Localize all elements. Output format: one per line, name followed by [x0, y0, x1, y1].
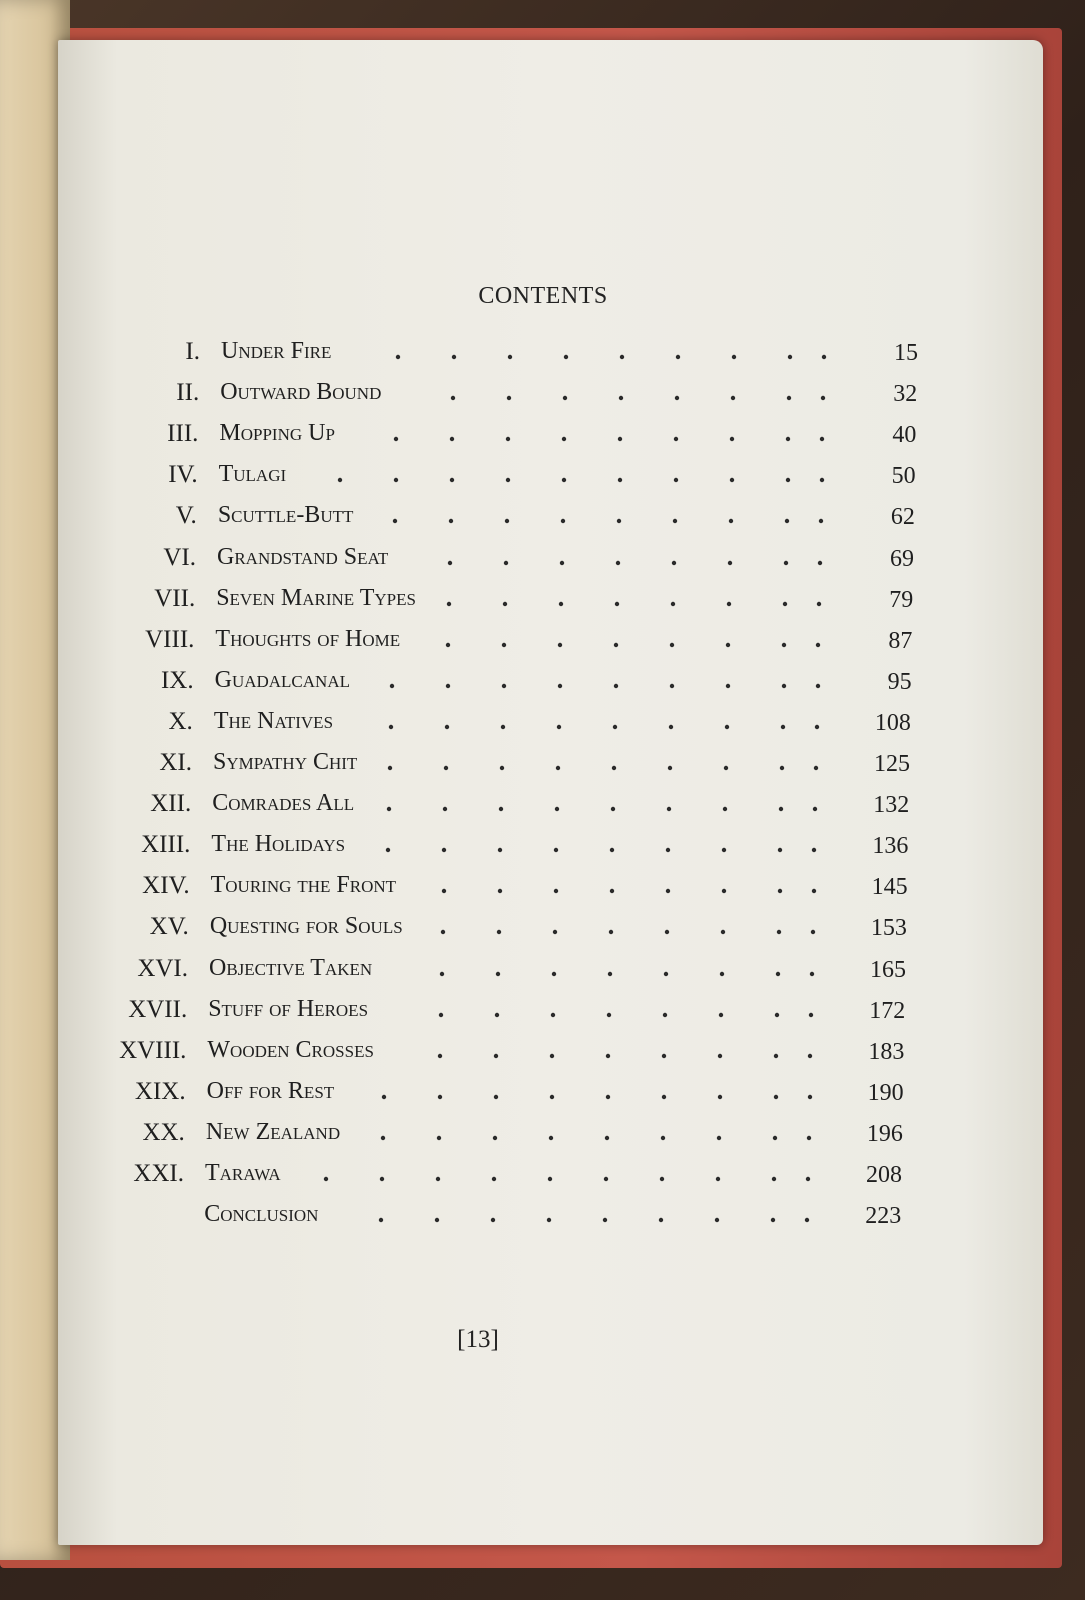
chapter-title: Under Fire — [221, 338, 332, 364]
chapter-page: 125 — [874, 751, 910, 777]
contents-entry — [56, 416, 916, 450]
contents-heading: CONTENTS — [478, 283, 608, 309]
chapter-title: Conclusion — [204, 1201, 319, 1228]
dot-leader — [390, 953, 816, 983]
chapter-title: Stuff of Heroes — [208, 995, 369, 1022]
chapter-number: XVI. — [137, 954, 188, 982]
contents-entry — [53, 581, 913, 615]
dot-leader — [299, 1158, 812, 1188]
dot-leader — [349, 336, 828, 366]
dot-leader — [386, 994, 815, 1024]
chapter-page: 69 — [890, 545, 914, 572]
chapter-number: XIX. — [134, 1077, 186, 1105]
chapter-number: XX. — [142, 1118, 185, 1146]
dot-leader — [406, 542, 824, 572]
contents-entry — [43, 1115, 903, 1149]
contents-entry — [44, 1074, 904, 1108]
chapter-number: XVIII. — [119, 1036, 187, 1064]
chapter-number: VIII. — [145, 625, 195, 653]
dot-leader — [353, 418, 826, 448]
contents-entry — [52, 663, 912, 697]
chapter-title: Objective Taken — [209, 954, 373, 981]
contents-entry — [58, 334, 918, 368]
chapter-title: Mopping Up — [219, 420, 335, 447]
chapter-number: XV. — [149, 913, 189, 941]
dot-leader — [336, 1199, 811, 1229]
chapter-page: 50 — [891, 463, 916, 490]
chapter-page: 190 — [867, 1079, 904, 1106]
chapter-number: XI. — [159, 749, 192, 776]
chapter-number: XIII. — [141, 831, 191, 859]
chapter-number: II. — [176, 379, 200, 407]
dot-leader — [363, 829, 818, 859]
contents-entry — [45, 992, 905, 1026]
dot-leader — [358, 1117, 813, 1147]
dot-leader — [372, 500, 825, 530]
chapter-number: XXI. — [133, 1160, 184, 1187]
chapter-number: XVII. — [128, 995, 188, 1023]
chapter-number: I. — [185, 338, 200, 365]
dot-leader — [392, 1035, 814, 1065]
chapter-number: XIV. — [142, 872, 190, 900]
chapter-page: 136 — [872, 833, 909, 860]
chapter-number: X. — [168, 707, 193, 735]
chapter-title: Touring the Front — [210, 872, 397, 899]
chapter-page: 145 — [871, 874, 908, 901]
chapter-number: IX. — [160, 666, 194, 694]
chapter-page: 208 — [866, 1162, 902, 1188]
chapter-number: V. — [175, 502, 197, 530]
chapter-title: The Natives — [213, 707, 334, 734]
dot-leader — [305, 459, 826, 489]
chapter-title: Sympathy Chit — [213, 749, 358, 775]
chapter-title: Grandstand Seat — [217, 543, 389, 570]
contents-entry — [41, 1197, 901, 1231]
contents-entry — [51, 704, 911, 738]
chapter-number: VII. — [154, 584, 196, 612]
chapter-page: 172 — [869, 997, 906, 1024]
chapter-page: 132 — [873, 792, 910, 819]
chapter-title: Wooden Crosses — [207, 1036, 374, 1063]
chapter-title: Tulagi — [218, 461, 287, 488]
chapter-title: Outward Bound — [220, 379, 382, 406]
dot-leader — [421, 911, 817, 941]
contents-entry — [48, 868, 908, 902]
chapter-number: XII. — [150, 790, 192, 818]
contents-entry — [55, 498, 915, 532]
chapter-page: 40 — [892, 422, 917, 449]
contents-entry — [47, 909, 907, 943]
dot-leader — [418, 624, 822, 654]
contents-entry — [48, 827, 908, 861]
contents-entry — [42, 1156, 902, 1190]
dot-leader — [375, 747, 820, 777]
chapter-title: Seven Marine Types — [216, 584, 416, 611]
chapter-title: Thoughts of Home — [215, 625, 401, 652]
chapter-page: 223 — [865, 1203, 902, 1230]
contents-entry — [52, 622, 912, 656]
chapter-page: 32 — [893, 381, 918, 408]
chapter-page: 153 — [870, 915, 907, 942]
chapter-number: VI. — [163, 543, 196, 571]
chapter-page: 108 — [874, 709, 911, 736]
chapter-title: The Holidays — [211, 831, 346, 858]
contents-entry — [54, 540, 914, 574]
chapter-title: Scuttle-Butt — [217, 502, 354, 529]
chapter-page: 62 — [890, 504, 915, 531]
chapter-title: Off for Rest — [206, 1077, 335, 1104]
contents-entry — [57, 375, 917, 409]
contents-entry — [56, 457, 916, 491]
chapter-page: 183 — [868, 1038, 905, 1065]
chapter-page: 95 — [887, 668, 912, 695]
contents-entry — [50, 745, 910, 779]
chapter-number: III. — [167, 420, 199, 448]
contents-entry — [49, 786, 909, 820]
dot-leader — [414, 870, 818, 900]
contents-entry — [44, 1033, 904, 1067]
chapter-page: 15 — [894, 340, 918, 366]
dot-leader — [353, 1076, 814, 1106]
chapter-title: Questing for Souls — [209, 913, 403, 940]
dot-leader — [372, 788, 819, 818]
chapter-page: 165 — [870, 956, 906, 983]
chapter-title: Comrades All — [212, 790, 355, 817]
page-number: [13] — [457, 1326, 499, 1353]
chapter-title: Guadalcanal — [214, 666, 350, 693]
chapter-page: 87 — [888, 627, 913, 654]
dot-leader — [351, 706, 821, 736]
chapter-title: Tarawa — [205, 1160, 281, 1186]
chapter-page: 196 — [866, 1120, 903, 1147]
contents-entry — [46, 951, 906, 985]
chapter-number: IV. — [168, 461, 198, 489]
chapter-title: New Zealand — [205, 1118, 341, 1145]
dot-leader — [434, 583, 823, 613]
chapter-page: 79 — [889, 586, 914, 613]
dot-leader — [399, 377, 827, 407]
contents-page — [58, 40, 1043, 1545]
dot-leader — [368, 665, 822, 695]
